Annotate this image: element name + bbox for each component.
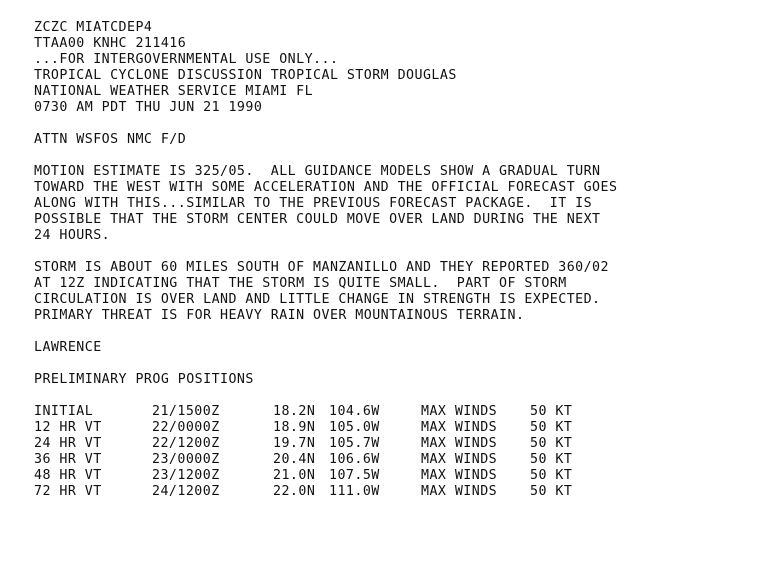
prog-positions-table — [34, 404, 617, 500]
table-row — [34, 436, 617, 452]
header-line-wmo: TTAA00 KNHC 211416 — [34, 36, 187, 51]
winds-value: 50 KT — [530, 404, 573, 419]
winds-label: MAX WINDS — [421, 436, 498, 451]
paragraph-line: STORM IS ABOUT 60 MILES SOUTH OF MANZANILLO AND THEY REPORTED 360/02 — [34, 260, 609, 275]
position-lon: 107.5W — [329, 468, 380, 483]
winds-label: MAX WINDS — [421, 452, 498, 467]
table-row — [34, 484, 617, 500]
position-lon: 104.6W — [329, 404, 380, 419]
position-lat: 19.7N — [273, 436, 316, 451]
position-lat: 20.4N — [273, 452, 316, 467]
paragraph-line: ALONG WITH THIS...SIMILAR TO THE PREVIOUS FORECAST PACKAGE. IT IS — [34, 196, 593, 211]
paragraph-line: 24 HOURS. — [34, 228, 111, 243]
spacer — [34, 324, 617, 340]
position-lon: 111.0W — [329, 484, 380, 499]
discussion-document — [34, 20, 617, 500]
header-block — [34, 20, 617, 116]
position-lon: 105.0W — [329, 420, 380, 435]
winds-value: 50 KT — [530, 452, 573, 467]
discussion-paragraph-intensity — [34, 260, 617, 324]
table-row — [34, 420, 617, 436]
prog-positions-title: PRELIMINARY PROG POSITIONS — [34, 372, 254, 387]
paragraph-line: CIRCULATION IS OVER LAND AND LITTLE CHANGE IN STRENGTH IS EXPECTED. — [34, 292, 601, 307]
table-row — [34, 452, 617, 468]
winds-value: 50 KT — [530, 468, 573, 483]
position-time: 22/1200Z — [152, 436, 220, 451]
spacer — [34, 388, 617, 404]
position-lat: 18.2N — [273, 404, 316, 419]
header-line-circuit: ZCZC MIATCDEP4 — [34, 20, 153, 35]
position-lon: 106.6W — [329, 452, 380, 467]
position-label: 48 HR VT — [34, 468, 102, 483]
position-lat: 18.9N — [273, 420, 316, 435]
position-label: 36 HR VT — [34, 452, 102, 467]
position-lat: 22.0N — [273, 484, 316, 499]
paragraph-line: TOWARD THE WEST WITH SOME ACCELERATION AND THE OFFICIAL FORECAST GOES — [34, 180, 618, 195]
spacer — [34, 116, 617, 132]
spacer — [34, 244, 617, 260]
position-label: 24 HR VT — [34, 436, 102, 451]
position-time: 22/0000Z — [152, 420, 220, 435]
spacer — [34, 356, 617, 372]
discussion-paragraph-motion — [34, 164, 617, 244]
position-lat: 21.0N — [273, 468, 316, 483]
issue-time: 0730 AM PDT THU JUN 21 1990 — [34, 100, 263, 115]
paragraph-line: MOTION ESTIMATE IS 325/05. ALL GUIDANCE MODELS SHOW A GRADUAL TURN — [34, 164, 601, 179]
winds-value: 50 KT — [530, 484, 573, 499]
winds-label: MAX WINDS — [421, 484, 498, 499]
table-row — [34, 404, 617, 420]
paragraph-line: POSSIBLE THAT THE STORM CENTER COULD MOVE OVER LAND DURING THE NEXT — [34, 212, 601, 227]
winds-value: 50 KT — [530, 420, 573, 435]
forecaster-name: LAWRENCE — [34, 340, 102, 355]
position-label: INITIAL — [34, 404, 94, 419]
table-row — [34, 468, 617, 484]
spacer — [34, 148, 617, 164]
position-label: 12 HR VT — [34, 420, 102, 435]
document-title: TROPICAL CYCLONE DISCUSSION TROPICAL STORM DOUGLAS — [34, 68, 457, 83]
position-lon: 105.7W — [329, 436, 380, 451]
attention-line: ATTN WSFOS NMC F/D — [34, 132, 187, 147]
winds-label: MAX WINDS — [421, 468, 498, 483]
winds-label: MAX WINDS — [421, 420, 498, 435]
paragraph-line: AT 12Z INDICATING THAT THE STORM IS QUITE SMALL. PART OF STORM — [34, 276, 567, 291]
winds-value: 50 KT — [530, 436, 573, 451]
winds-label: MAX WINDS — [421, 404, 498, 419]
issuing-office: NATIONAL WEATHER SERVICE MIAMI FL — [34, 84, 314, 99]
header-line-restriction: ...FOR INTERGOVERNMENTAL USE ONLY... — [34, 52, 339, 67]
position-label: 72 HR VT — [34, 484, 102, 499]
position-time: 21/1500Z — [152, 404, 220, 419]
position-time: 24/1200Z — [152, 484, 220, 499]
paragraph-line: PRIMARY THREAT IS FOR HEAVY RAIN OVER MOUNTAINOUS TERRAIN. — [34, 308, 525, 323]
position-time: 23/0000Z — [152, 452, 220, 467]
position-time: 23/1200Z — [152, 468, 220, 483]
